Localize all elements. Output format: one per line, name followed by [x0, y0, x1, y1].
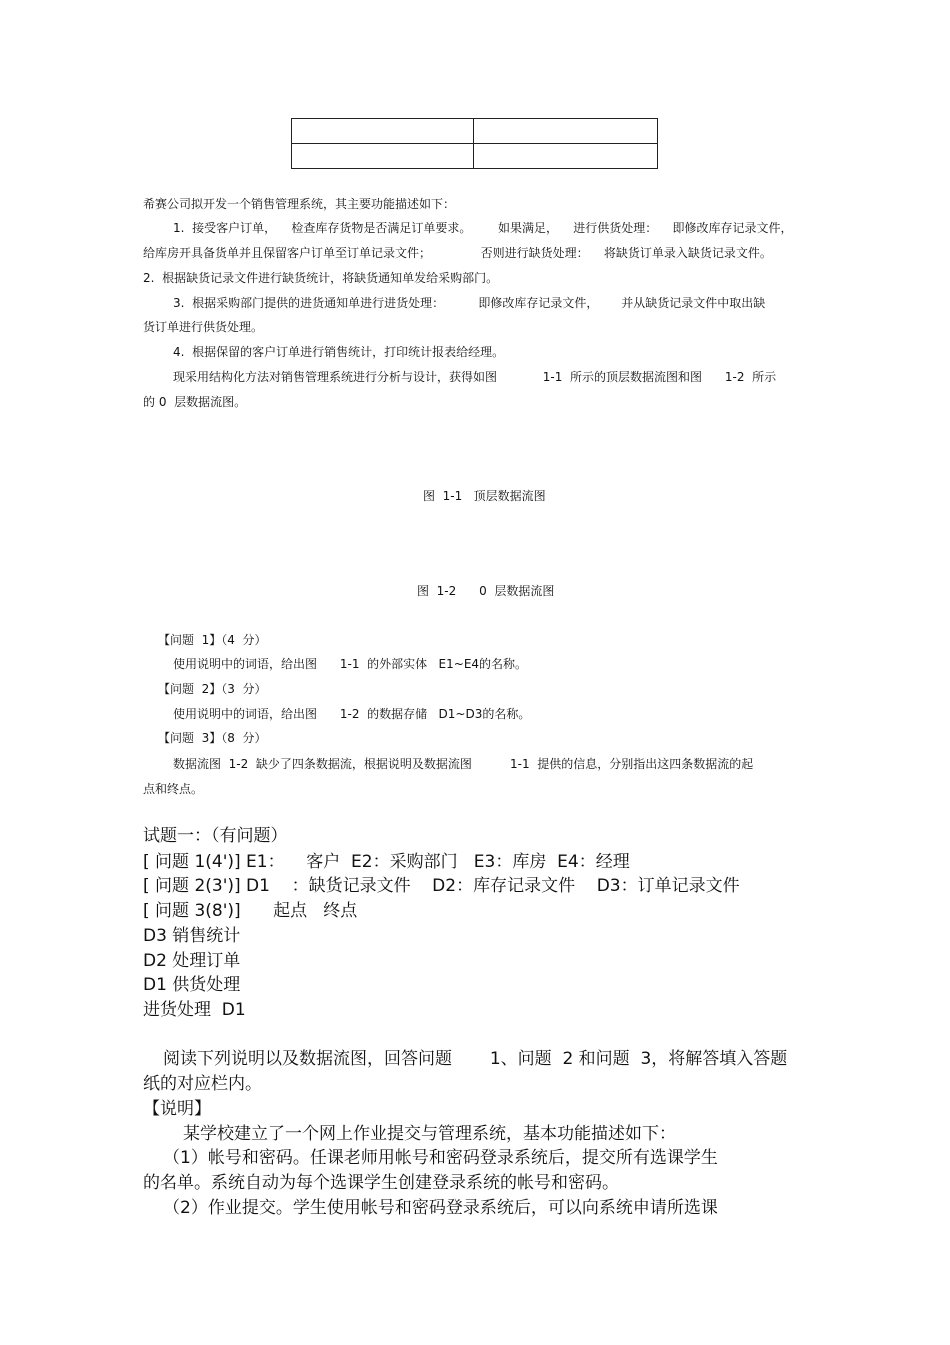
- paragraph-line: 阅读下列说明以及数据流图，回答问题 1、问题 2 和问题 3，将解答填入答题: [163, 1049, 788, 1069]
- intro-line: 2. 根据缺货记录文件进行缺货统计，将缺货通知单发给采购部门。: [143, 271, 499, 285]
- intro-line: 1. 接受客户订单， 检查库存货物是否满足订单要求。 如果满足， 进行供货处理： 即修改库存记录文件，: [173, 221, 793, 235]
- figure-caption-1: 图 1-1 顶层数据流图: [423, 489, 546, 503]
- answer-line: D2 处理订单: [143, 951, 241, 971]
- intro-line: 的 0 层数据流图。: [143, 395, 247, 409]
- question-body: 点和终点。: [143, 782, 204, 796]
- answer-line: D1 供货处理: [143, 975, 241, 995]
- question-heading: 【问题 2】（3 分）: [158, 682, 267, 696]
- question-body: 使用说明中的词语，给出图 1-2 的数据存储 D1~D3的名称。: [173, 707, 531, 721]
- intro-line: 现采用结构化方法对销售管理系统进行分析与设计，获得如图 1-1 所示的顶层数据流图和图 1-2 所示: [173, 370, 777, 384]
- question-body: 数据流图 1-2 缺少了四条数据流，根据说明及数据流图 1-1 提供的信息，分别指出这四条数据流的起: [173, 757, 754, 771]
- figure-caption-2: 图 1-2 0 层数据流图: [417, 584, 555, 598]
- section-heading: 【说明】: [143, 1099, 211, 1119]
- intro-line: 希赛公司拟开发一个销售管理系统，其主要功能描述如下：: [143, 197, 456, 211]
- paragraph-line: 纸的对应栏内。: [143, 1074, 262, 1094]
- answer-line: 进货处理 D1: [143, 1000, 246, 1020]
- paragraph-line: （1）帐号和密码。任课老师用帐号和密码登录系统后，提交所有选课学生: [163, 1148, 718, 1168]
- intro-line: 给库房开具备货单并且保留客户订单至订单记录文件； 否则进行缺货处理： 将缺货订单录入缺货记录文件。: [143, 246, 772, 260]
- paragraph-line: 的名单。系统自动为每个选课学生创建登录系统的帐号和密码。: [143, 1173, 619, 1193]
- answer-line: [ 问题 3(8')] 起点 终点: [143, 901, 358, 921]
- table-column-divider: [473, 119, 474, 168]
- empty-table: [291, 118, 658, 169]
- answer-line: [ 问题 2(3')] D1 ：缺货记录文件 D2：库存记录文件 D3：订单记录文件: [143, 876, 740, 896]
- paragraph-line: 某学校建立了一个网上作业提交与管理系统，基本功能描述如下：: [183, 1124, 676, 1144]
- question-body: 使用说明中的词语，给出图 1-1 的外部实体 E1~E4的名称。: [173, 657, 528, 671]
- answer-line: [ 问题 1(4')] E1： 客户 E2：采购部门 E3：库房 E4：经理: [143, 852, 630, 872]
- question-heading: 【问题 1】（4 分）: [158, 633, 267, 647]
- paragraph-line: （2）作业提交。学生使用帐号和密码登录系统后，可以向系统申请所选课: [163, 1198, 718, 1218]
- answer-title: 试题一：（有问题）: [143, 826, 288, 846]
- table-row-divider: [292, 143, 657, 144]
- question-heading: 【问题 3】（8 分）: [158, 731, 267, 745]
- intro-line: 货订单进行供货处理。: [143, 320, 264, 334]
- intro-line: 4. 根据保留的客户订单进行销售统计，打印统计报表给经理。: [173, 345, 505, 359]
- answer-line: D3 销售统计: [143, 926, 241, 946]
- intro-line: 3. 根据采购部门提供的进货通知单进行进货处理： 即修改库存记录文件， 并从缺货记录文件中取出缺: [173, 296, 766, 310]
